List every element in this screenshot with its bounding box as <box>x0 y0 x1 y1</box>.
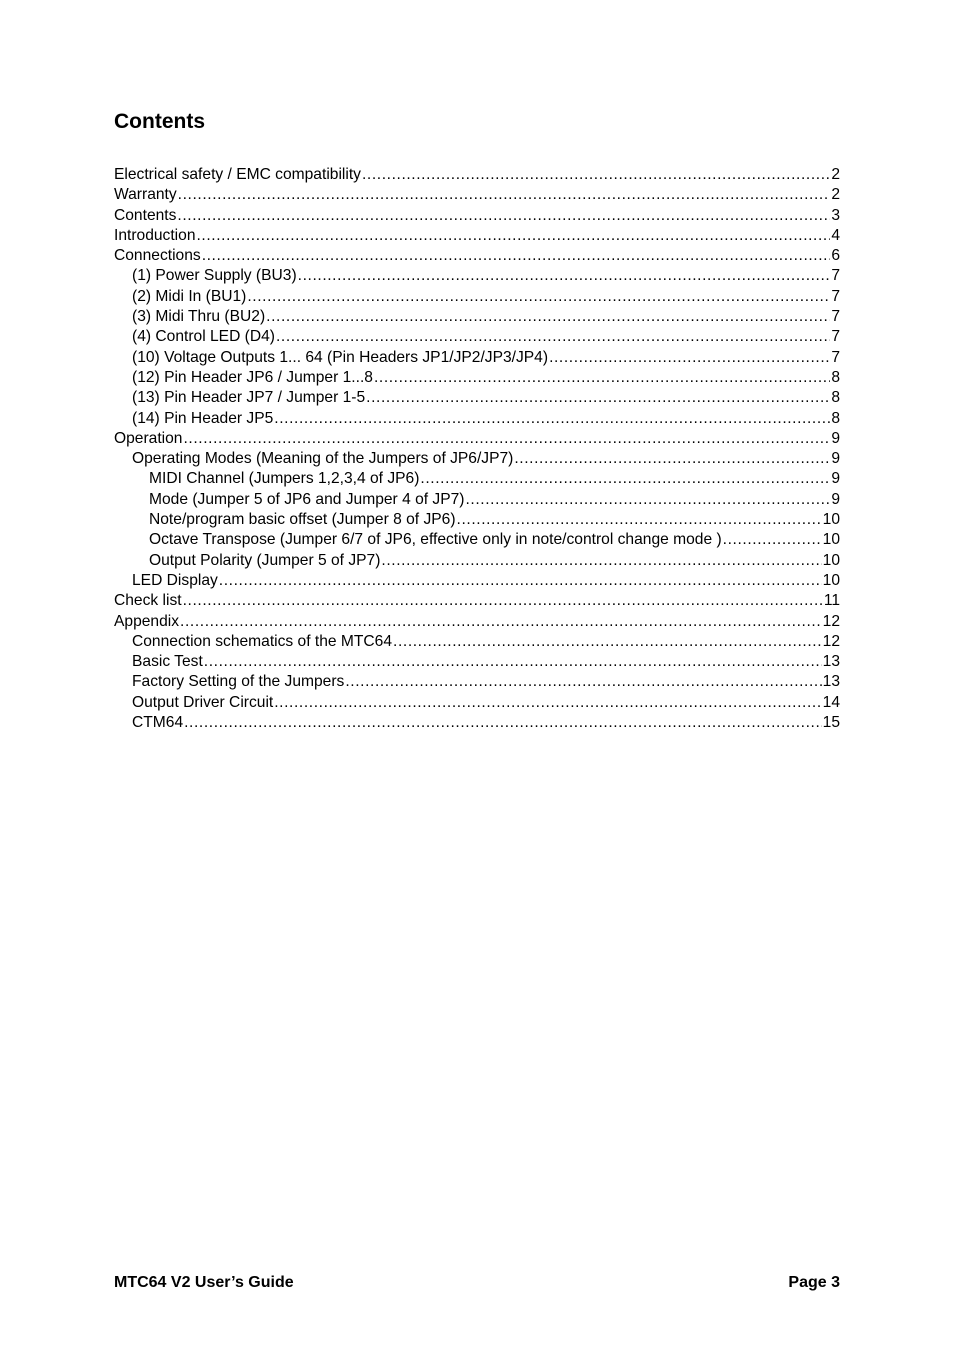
toc-dot-leader <box>183 429 830 449</box>
toc-dot-leader <box>180 612 822 632</box>
toc-entry-title: Octave Transpose (Jumper 6/7 of JP6, effective only in note/control change mode ) <box>149 531 722 549</box>
toc-entry[interactable] <box>114 226 840 246</box>
toc-dot-leader <box>266 307 830 327</box>
toc-entry-title: (2) Midi In (BU1) <box>132 287 247 305</box>
toc-entry-page-number: 7 <box>831 308 840 326</box>
toc-dot-leader <box>184 713 822 733</box>
page-title: Contents <box>114 110 205 133</box>
toc-dot-leader <box>183 591 823 611</box>
toc-entry-page-number: 9 <box>831 429 840 447</box>
toc-dot-leader <box>276 327 830 347</box>
toc-entry[interactable] <box>114 490 840 510</box>
toc-dot-leader <box>374 368 830 388</box>
toc-entry-title: Mode (Jumper 5 of JP6 and Jumper 4 of JP7) <box>149 490 465 508</box>
toc-entry-page-number: 2 <box>831 166 840 183</box>
toc-entry-title: Basic Test <box>132 653 203 671</box>
toc-entry[interactable] <box>114 307 840 327</box>
toc-entry[interactable] <box>114 693 840 713</box>
footer-document-title: MTC64 V2 User’s Guide <box>114 1274 294 1291</box>
toc-entry[interactable] <box>114 632 840 652</box>
toc-entry-title: (14) Pin Header JP5 <box>132 409 274 427</box>
toc-entry-page-number: 15 <box>822 714 840 732</box>
toc-entry-title: Connections <box>114 247 201 265</box>
toc-entry[interactable] <box>114 409 840 429</box>
toc-dot-leader <box>549 348 830 368</box>
toc-dot-leader <box>204 652 822 672</box>
toc-entry-page-number: 2 <box>831 186 840 204</box>
toc-entry-title: CTM64 <box>132 714 184 732</box>
toc-entry-title: Electrical safety / EMC compatibility <box>114 166 361 183</box>
toc-entry-page-number: 7 <box>831 348 840 366</box>
toc-entry[interactable] <box>114 368 840 388</box>
toc-entry-page-number: 7 <box>831 267 840 285</box>
toc-entry-title: Warranty <box>114 186 177 204</box>
toc-entry[interactable] <box>114 672 840 692</box>
toc-entry[interactable] <box>114 429 840 449</box>
toc-entry-page-number: 9 <box>831 490 840 508</box>
toc-dot-leader <box>466 490 831 510</box>
toc-entry-title: Output Driver Circuit <box>132 693 274 711</box>
toc-entry[interactable] <box>114 652 840 672</box>
toc-entry-page-number: 12 <box>822 612 840 630</box>
toc-entry-title: LED Display <box>132 571 218 589</box>
toc-entry[interactable] <box>114 612 840 632</box>
toc-entry[interactable] <box>114 246 840 266</box>
toc-entry-page-number: 4 <box>831 226 840 244</box>
toc-dot-leader <box>274 693 821 713</box>
toc-entry-title: Factory Setting of the Jumpers <box>132 673 345 691</box>
toc-entry-page-number: 12 <box>822 632 840 650</box>
toc-dot-leader <box>219 571 822 591</box>
toc-entry-title: (13) Pin Header JP7 / Jumper 1-5 <box>132 389 366 407</box>
toc-dot-leader <box>202 246 831 266</box>
toc-entry[interactable] <box>114 713 840 733</box>
toc-entry[interactable] <box>114 266 840 286</box>
toc-entry-page-number: 8 <box>831 409 840 427</box>
toc-entry[interactable] <box>114 348 840 368</box>
toc-entry[interactable] <box>114 591 840 611</box>
toc-entry-title: Connection schematics of the MTC64 <box>132 632 393 650</box>
footer-page-number: Page 3 <box>788 1274 840 1291</box>
toc-entry-title: Contents <box>114 206 177 224</box>
toc-dot-leader <box>457 510 822 530</box>
toc-dot-leader <box>420 469 830 489</box>
toc-entry-title: (4) Control LED (D4) <box>132 328 275 346</box>
toc-entry-title: (10) Voltage Outputs 1... 64 (Pin Headers JP1/JP2/JP3/JP4) <box>132 348 549 366</box>
toc-dot-leader <box>177 206 830 226</box>
toc-entry[interactable] <box>114 469 840 489</box>
table-of-contents <box>114 165 840 733</box>
toc-entry[interactable] <box>114 327 840 347</box>
toc-entry-title: Operation <box>114 429 183 447</box>
toc-entry-page-number: 10 <box>822 551 840 569</box>
toc-dot-leader <box>274 409 830 429</box>
toc-entry[interactable] <box>114 206 840 226</box>
toc-entry-title: (12) Pin Header JP6 / Jumper 1...8 <box>132 368 373 386</box>
toc-entry-page-number: 10 <box>822 511 840 529</box>
toc-entry-title: Check list <box>114 592 182 610</box>
toc-entry-page-number: 11 <box>823 592 840 610</box>
toc-dot-leader <box>345 672 821 692</box>
toc-entry-page-number: 9 <box>831 450 840 468</box>
toc-entry[interactable] <box>114 185 840 205</box>
toc-entry-page-number: 13 <box>822 673 840 691</box>
toc-entry-page-number: 3 <box>831 206 840 224</box>
toc-entry[interactable] <box>114 287 840 307</box>
toc-entry-page-number: 6 <box>831 247 840 265</box>
toc-entry-title: (3) Midi Thru (BU2) <box>132 308 266 326</box>
toc-entry[interactable] <box>114 510 840 530</box>
toc-dot-leader <box>514 449 830 469</box>
toc-entry-title: Operating Modes (Meaning of the Jumpers of JP6/JP7) <box>132 450 514 468</box>
toc-entry[interactable] <box>114 449 840 469</box>
toc-entry-page-number: 14 <box>822 693 840 711</box>
toc-dot-leader <box>393 632 822 652</box>
toc-entry[interactable] <box>114 530 840 550</box>
page-footer <box>114 1273 840 1293</box>
toc-entry-title: Output Polarity (Jumper 5 of JP7) <box>149 551 381 569</box>
toc-entry-title: Introduction <box>114 226 196 244</box>
toc-dot-leader <box>381 551 821 571</box>
toc-entry-page-number: 7 <box>831 287 840 305</box>
toc-dot-leader <box>178 185 831 205</box>
toc-dot-leader <box>366 388 830 408</box>
toc-entry-page-number: 7 <box>831 328 840 346</box>
toc-entry-page-number: 10 <box>822 571 840 589</box>
toc-dot-leader <box>197 226 831 246</box>
toc-entry-page-number: 8 <box>831 368 840 386</box>
toc-entry-title: (1) Power Supply (BU3) <box>132 267 297 285</box>
toc-entry-title: Note/program basic offset (Jumper 8 of JP6) <box>149 511 456 529</box>
toc-dot-leader <box>298 266 831 286</box>
toc-entry[interactable] <box>114 165 840 185</box>
toc-dot-leader <box>247 287 830 307</box>
toc-entry[interactable] <box>114 388 840 408</box>
toc-entry-title: Appendix <box>114 612 180 630</box>
toc-entry-page-number: 9 <box>831 470 840 488</box>
toc-entry-title: MIDI Channel (Jumpers 1,2,3,4 of JP6) <box>149 470 420 488</box>
toc-entry-page-number: 13 <box>822 653 840 671</box>
toc-entry[interactable] <box>114 551 840 571</box>
toc-entry-page-number: 8 <box>831 389 840 407</box>
toc-dot-leader <box>723 530 822 550</box>
toc-entry-page-number: 10 <box>822 531 840 549</box>
toc-entry[interactable] <box>114 571 840 591</box>
toc-dot-leader <box>362 165 830 185</box>
